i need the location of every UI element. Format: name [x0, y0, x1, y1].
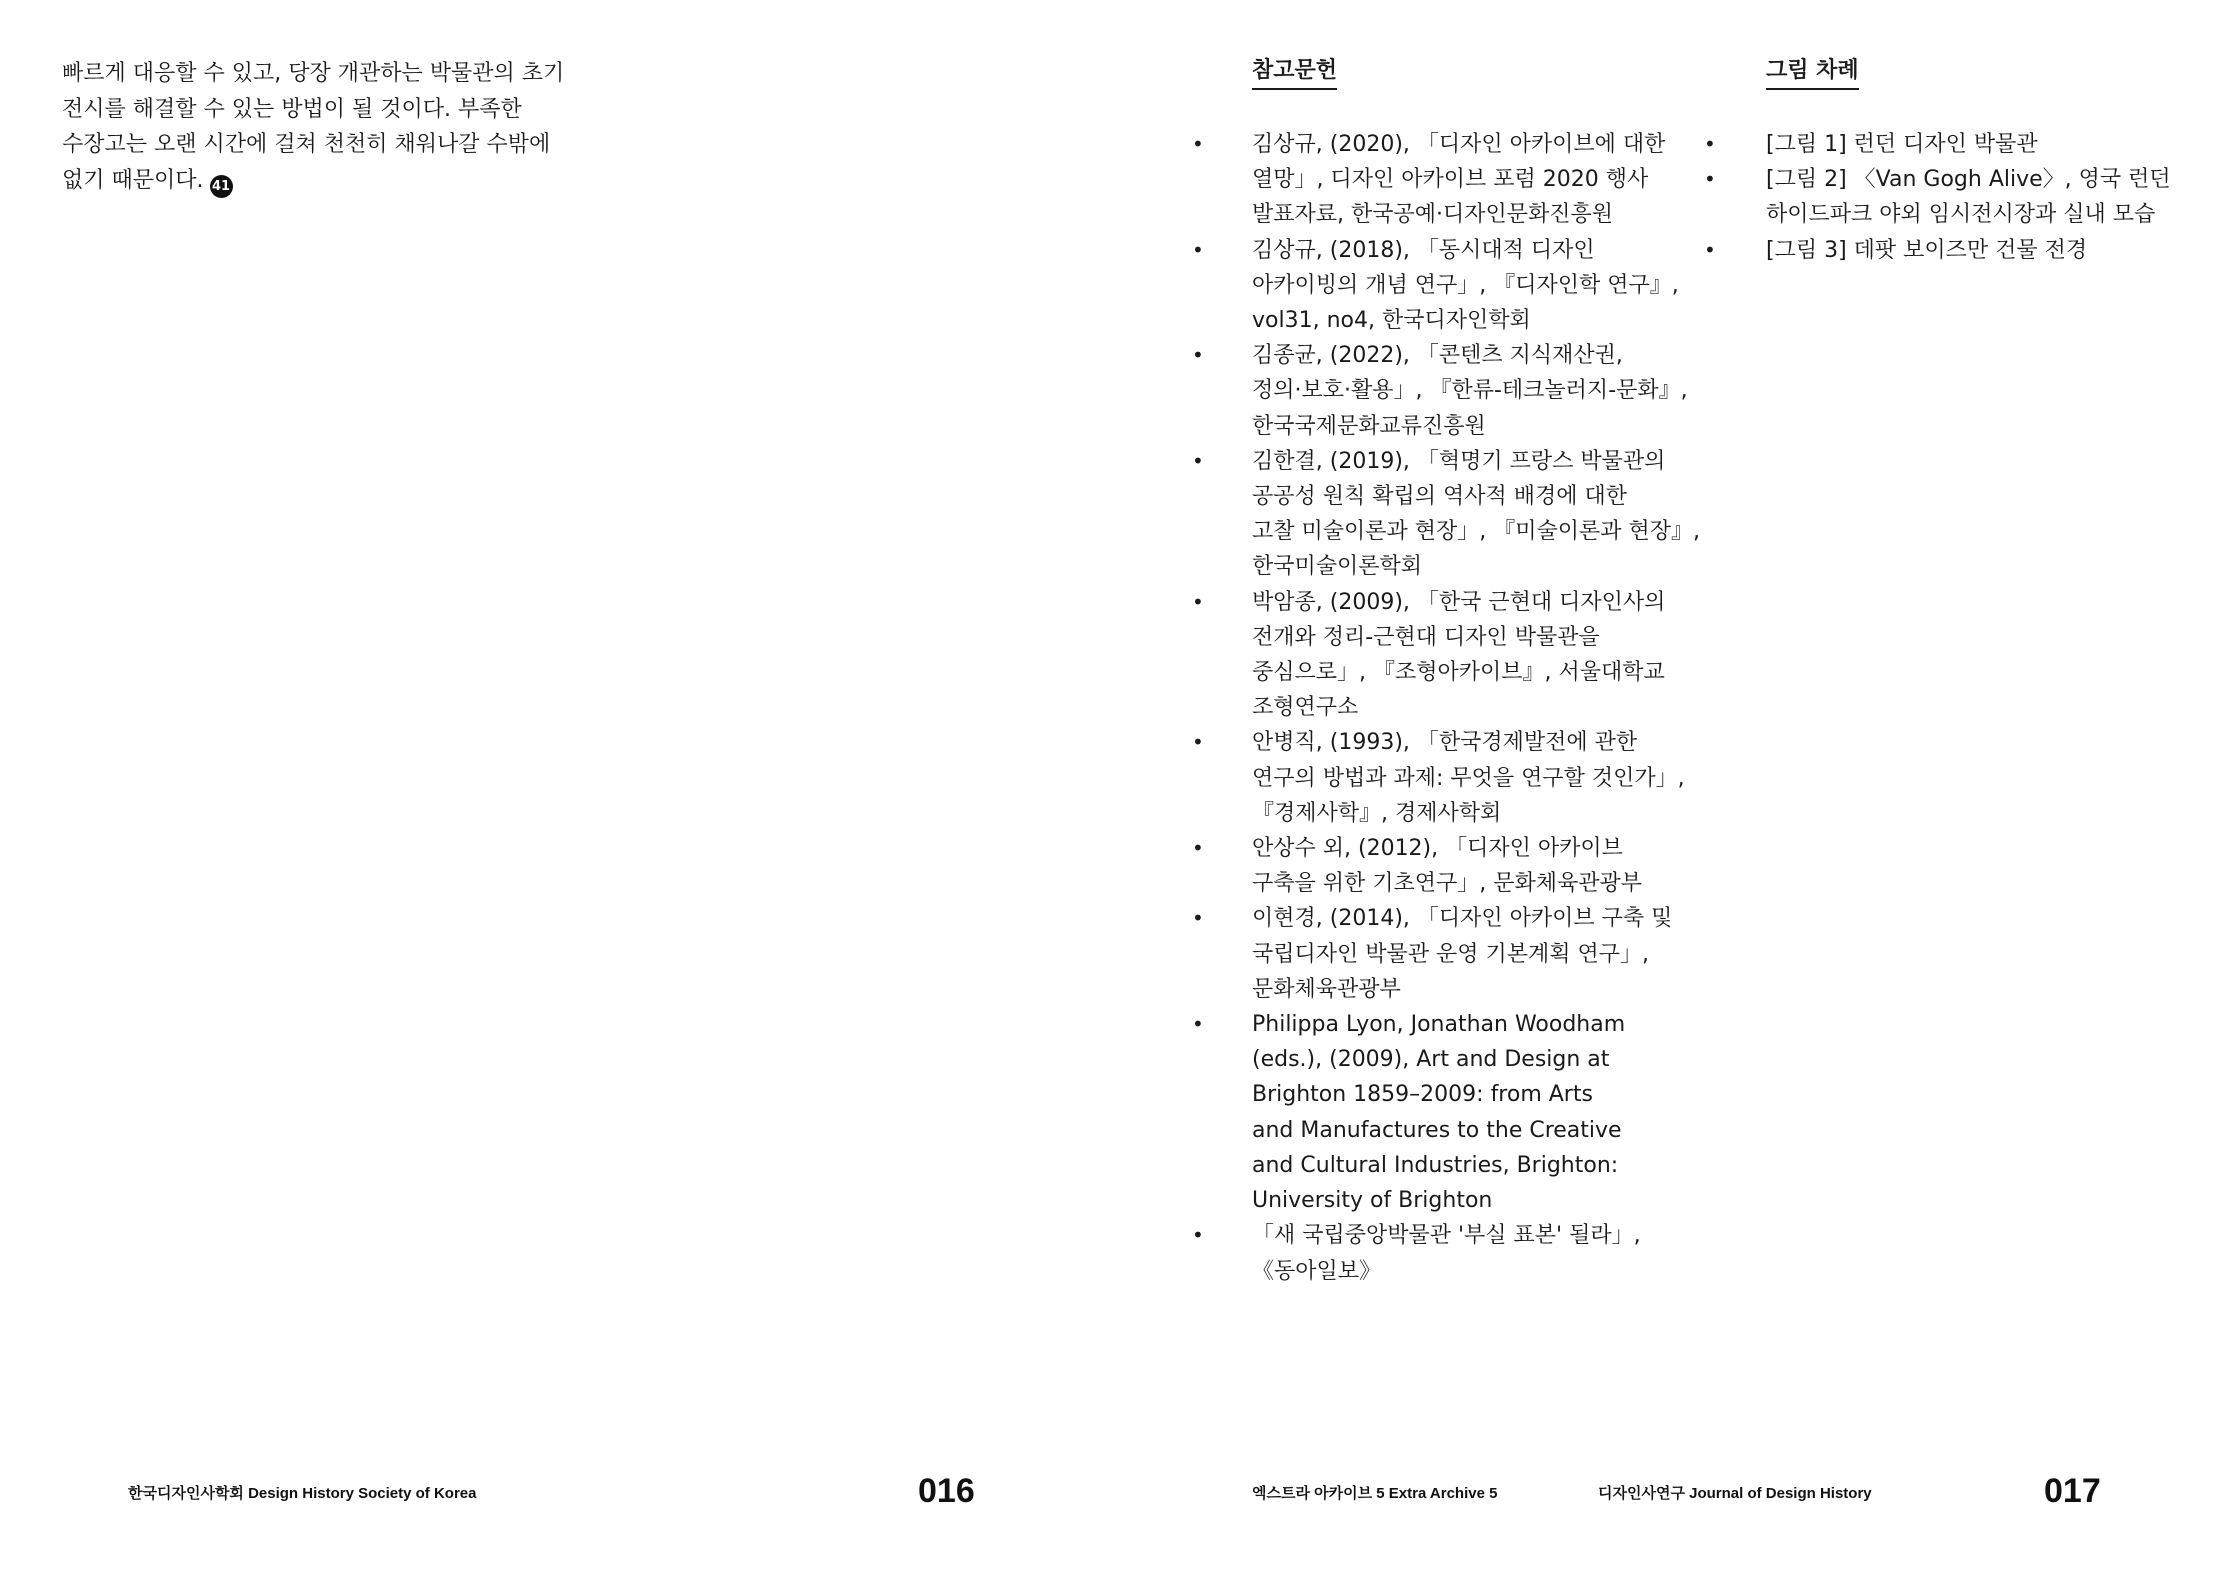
list-item [1704, 127, 2226, 162]
list-item-line: 구축을 위한 기초연구」, 문화체육관광부 [1252, 871, 1643, 897]
list-item-line: University of Brighton [1252, 1188, 1493, 1214]
bullet-icon: • [1192, 132, 1204, 156]
body-line: 빠르게 대응할 수 있고, 당장 개관하는 박물관의 초기 [62, 61, 565, 86]
list-item [1192, 1007, 1692, 1218]
body-line-text: 없기 때문이다. [62, 167, 204, 193]
list-item-line: 《동아일보》 [1252, 1258, 1382, 1284]
bullet-icon: • [1704, 167, 1716, 192]
list-item-line: 문화체육관광부 [1252, 976, 1401, 1002]
list-item-line: 국립디자인 박물관 운영 기본계획 연구」, [1252, 941, 1649, 967]
bullet-icon: • [1192, 448, 1204, 473]
bullet-icon: • [1192, 836, 1204, 861]
list-item-line: 안병직, (1993), 「한국경제발전에 관한 [1252, 730, 1638, 756]
list-item-line: 박암종, (2009), 「한국 근현대 디자인사의 [1252, 589, 1666, 615]
list-item-line: 김종균, (2022), 「콘텐츠 지식재산권, [1252, 343, 1623, 369]
list-item-line: 「새 국립중앙박물관 '부실 표본' 될라」, [1252, 1223, 1641, 1249]
bullet-icon: • [1192, 343, 1204, 368]
list-item-line: and Cultural Industries, Brighton: [1252, 1152, 1619, 1178]
list-item-line: 『경제사학』, 경제사학회 [1252, 800, 1502, 826]
list-item [1192, 585, 1692, 726]
list-item-line: 이현경, (2014), 「디자인 아카이브 구축 및 [1252, 906, 1673, 932]
footer-journal: 디자인사연구 Journal of Design History [1598, 1485, 1872, 1502]
list-item [1192, 233, 1692, 339]
list-item-line: [그림 1] 런던 디자인 박물관 [1766, 132, 2038, 157]
list-item-line: 발표자료, 한국공예·디자인문화진흥원 [1252, 202, 1614, 228]
list-item-line: 안상수 외, (2012), 「디자인 아카이브 [1252, 836, 1623, 862]
list-item-line: Brighton 1859–2009: from Arts [1252, 1082, 1593, 1108]
body-line: 수장고는 오랜 시간에 걸쳐 천천히 채워나갈 수밖에 [62, 132, 551, 157]
list-item [1192, 725, 1692, 831]
list-item-line: 김상규, (2018), 「동시대적 디자인 [1252, 237, 1595, 263]
references-title: 참고문헌 [1252, 56, 1337, 90]
list-item-line: 하이드파크 야외 임시전시장과 실내 모습 [1766, 202, 2156, 228]
list-item-line: 전개와 정리-근현대 디자인 박물관을 [1252, 624, 1600, 650]
list-item-line: and Manufactures to the Creative [1252, 1117, 1622, 1143]
list-item-line: 연구의 방법과 과제: 무엇을 연구할 것인가」, [1252, 765, 1685, 791]
bullet-icon: • [1192, 1012, 1204, 1037]
footer-society: 한국디자인사학회 Design History Society of Korea [128, 1485, 477, 1502]
list-item [1192, 127, 1692, 233]
bullet-icon: • [1192, 906, 1204, 931]
list-item-line: 한국국제문화교류진흥원 [1252, 413, 1486, 439]
references-list [1192, 127, 1700, 1289]
footnote-marker-icon[interactable]: 41 [210, 175, 233, 198]
list-item-line: 열망」, 디자인 아카이브 포럼 2020 행사 [1252, 167, 1649, 193]
list-item-line: 김상규, (2020), 「디자인 아카이브에 대한 [1252, 132, 1666, 157]
bullet-icon: • [1704, 237, 1716, 262]
list-item [1704, 162, 2226, 232]
list-item [1192, 338, 1692, 444]
list-item-line: 한국미술이론학회 [1252, 554, 1423, 580]
page-number-right: 017 [2044, 1472, 2101, 1510]
list-item [1704, 233, 2226, 268]
body-line: 전시를 해결할 수 있는 방법이 될 것이다. 부족한 [62, 96, 522, 122]
list-item [1192, 831, 1692, 901]
list-item [1192, 901, 1692, 1007]
page-number-left: 016 [918, 1472, 975, 1510]
footer-series: 엑스트라 아카이브 5 Extra Archive 5 [1252, 1485, 1498, 1502]
bullet-icon: • [1192, 1223, 1204, 1248]
list-item-line: 아카이빙의 개념 연구」, 『디자인학 연구』, [1252, 272, 1679, 298]
list-item-line: [그림 3] 데팟 보이즈만 건물 전경 [1766, 237, 2088, 263]
list-item-line: 공공성 원칙 확립의 역사적 배경에 대한 [1252, 484, 1627, 510]
list-item [1192, 1218, 1692, 1288]
bullet-icon: • [1192, 730, 1204, 755]
list-item-line: Philippa Lyon, Jonathan Woodham [1252, 1012, 1626, 1038]
figures-title: 그림 차례 [1766, 56, 1859, 90]
list-item-line: 중심으로」, 『조형아카이브』, 서울대학교 [1252, 660, 1665, 686]
list-item [1192, 444, 1700, 585]
body-paragraph [62, 56, 582, 198]
list-item-line: [그림 2] 〈Van Gogh Alive〉, 영국 런던 [1766, 167, 2171, 193]
list-item-line: 고찰 미술이론과 현장」, 『미술이론과 현장』, [1252, 519, 1700, 545]
bullet-icon: • [1192, 237, 1204, 262]
list-item-line: vol31, no4, 한국디자인학회 [1252, 308, 1531, 334]
list-item-line: (eds.), (2009), Art and Design at [1252, 1047, 1610, 1073]
bullet-icon: • [1192, 589, 1204, 614]
bullet-icon: • [1704, 132, 1716, 156]
figures-list [1704, 127, 2226, 268]
list-item-line: 조형연구소 [1252, 695, 1359, 721]
list-item-line: 정의·보호·활용」, 『한류-테크놀러지-문화』, [1252, 378, 1688, 404]
list-item-line: 김한결, (2019), 「혁명기 프랑스 박물관의 [1252, 448, 1666, 474]
body-line [62, 163, 582, 199]
